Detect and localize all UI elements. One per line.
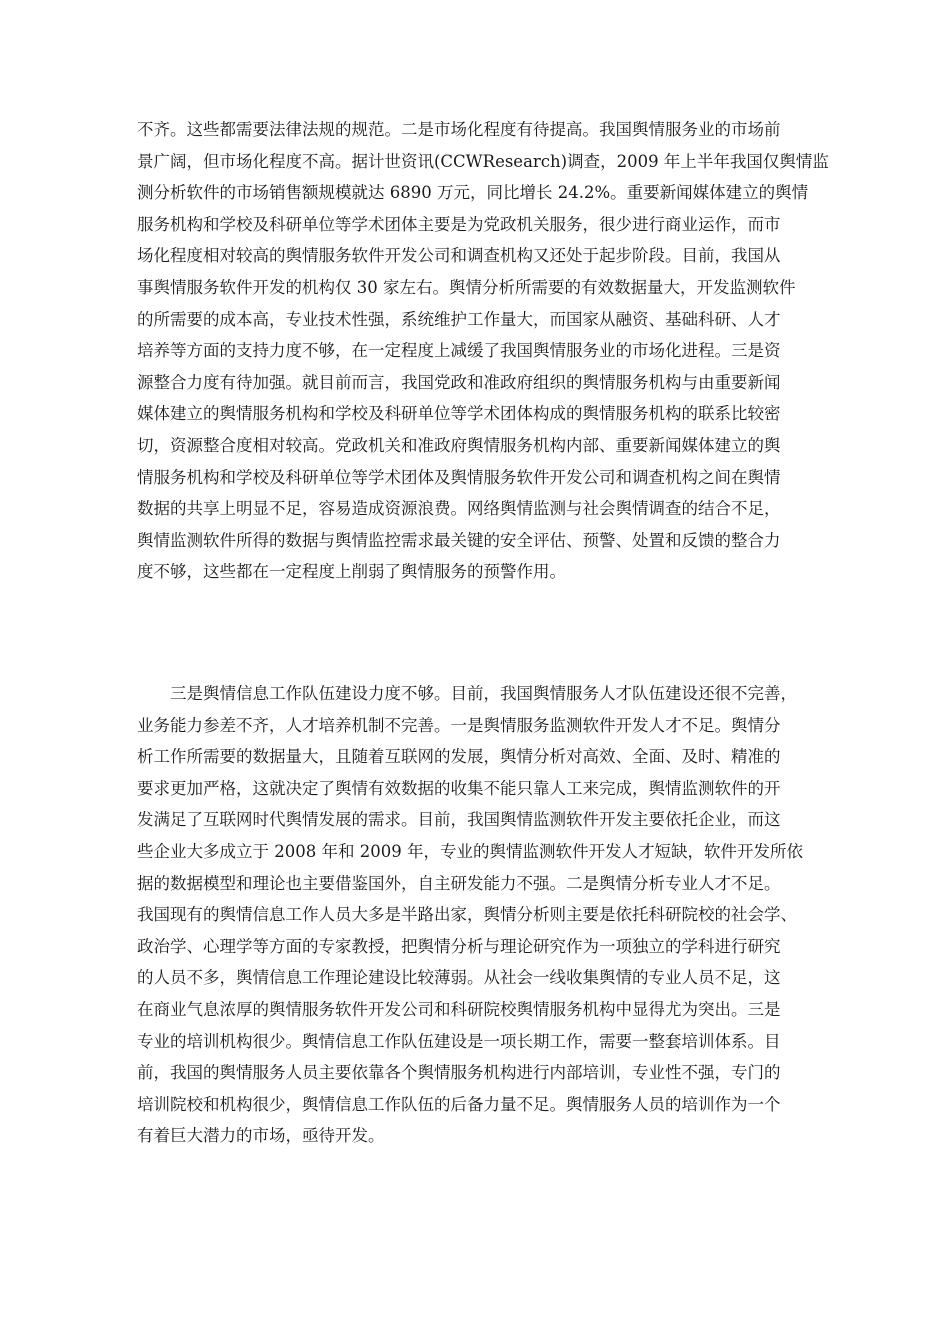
text-line: 三是舆情信息工作队伍建设力度不够。目前，我国舆情服务人才队伍建设还很不完善， [137,684,797,703]
text-line: 情服务机构和学校及科研单位等学术团体及舆情服务软件开发公司和调查机构之间在舆情 [137,467,781,487]
text-line: 舆情监测软件所得的数据与舆情监控需求最关键的安全评估、预警、处置和反馈的整合力 [137,530,781,550]
text-line: 业务能力参差不齐，人才培养机制不完善。一是舆情服务监测软件开发人才不足。舆情分 [137,715,781,735]
text-line: 源整合力度有待加强。就目前而言，我国党政和准政府组织的舆情服务机构与由重要新闻 [137,372,781,392]
text-line: 度不够，这些都在一定程度上削弱了舆情服务的预警作用。 [137,562,566,582]
text-line: 些企业大多成立于 2008 年和 2009 年，专业的舆情监测软件开发人才短缺，软件开发所依 [137,841,803,861]
text-line: 在商业气息浓厚的舆情服务软件开发公司和科研院校舆情服务机构中显得尤为突出。三是 [137,999,781,1019]
paragraph-workforce [137,678,827,1152]
text-line: 据的数据模型和理论也主要借鉴国外，自主研发能力不强。二是舆情分析专业人才不足。 [137,873,781,893]
text-line: 媒体建立的舆情服务机构和学校及科研单位等学术团体构成的舆情服务机构的联系比较密 [137,404,781,424]
text-line: 场化程度相对较高的舆情服务软件开发公司和调查机构又还处于起步阶段。目前，我国从 [137,246,781,266]
text-line: 测分析软件的市场销售额规模就达 6890 万元，同比增长 24.2%。重要新闻媒体建立的舆情 [137,183,809,203]
text-line: 发满足了互联网时代舆情发展的需求。目前，我国舆情监测软件开发主要依托企业，而这 [137,810,781,830]
text-line: 切，资源整合度相对较高。党政机关和准政府舆情服务机构内部、重要新闻媒体建立的舆 [137,435,781,455]
text-line: 前，我国的舆情服务人员主要依靠各个舆情服务机构进行内部培训，专业性不强，专门的 [137,1063,781,1083]
text-line: 专业的培训机构很少。舆情信息工作队伍建设是一项长期工作，需要一整套培训体系。目 [137,1031,781,1051]
text-line: 析工作所需要的数据量大，且随着互联网的发展，舆情分析对高效、全面、及时、精准的 [137,747,781,767]
text-line: 的所需要的成本高，专业技术性强，系统维护工作量大，而国家从融资、基础科研、人才 [137,309,781,329]
text-line: 培训院校和机构很少，舆情信息工作队伍的后备力量不足。舆情服务人员的培训作为一个 [137,1094,781,1114]
text-line: 我国现有的舆情信息工作人员大多是半路出家，舆情分析则主要是依托科研院校的社会学、 [137,905,797,925]
text-line: 有着巨大潜力的市场，亟待开发。 [137,1126,385,1146]
text-line: 要求更加严格，这就决定了舆情有效数据的收集不能只靠人工来完成，舆情监测软件的开 [137,778,781,798]
text-line: 政治学、心理学等方面的专家教授，把舆情分析与理论研究作为一项独立的学科进行研究 [137,936,781,956]
text-line: 事舆情服务软件开发的机构仅 30 家左右。舆情分析所需要的有效数据量大，开发监测软件 [137,277,796,297]
paragraph-market [137,114,827,588]
text-line: 景广阔，但市场化程度不高。据计世资讯(CCWResearch)调查，2009 年上半年我国仅舆情监 [137,151,829,171]
text-line: 的人员不多，舆情信息工作理论建设比较薄弱。从社会一线收集舆情的专业人员不足，这 [137,968,781,988]
text-line: 不齐。这些都需要法律法规的规范。二是市场化程度有待提高。我国舆情服务业的市场前 [137,120,781,139]
text-line: 服务机构和学校及科研单位等学术团体主要是为党政机关服务，很少进行商业运作，而市 [137,214,781,234]
text-line: 数据的共享上明显不足，容易造成资源浪费。网络舆情监测与社会舆情调查的结合不足， [137,499,781,519]
text-line: 培养等方面的支持力度不够，在一定程度上减缓了我国舆情服务业的市场化进程。三是资 [137,341,781,361]
